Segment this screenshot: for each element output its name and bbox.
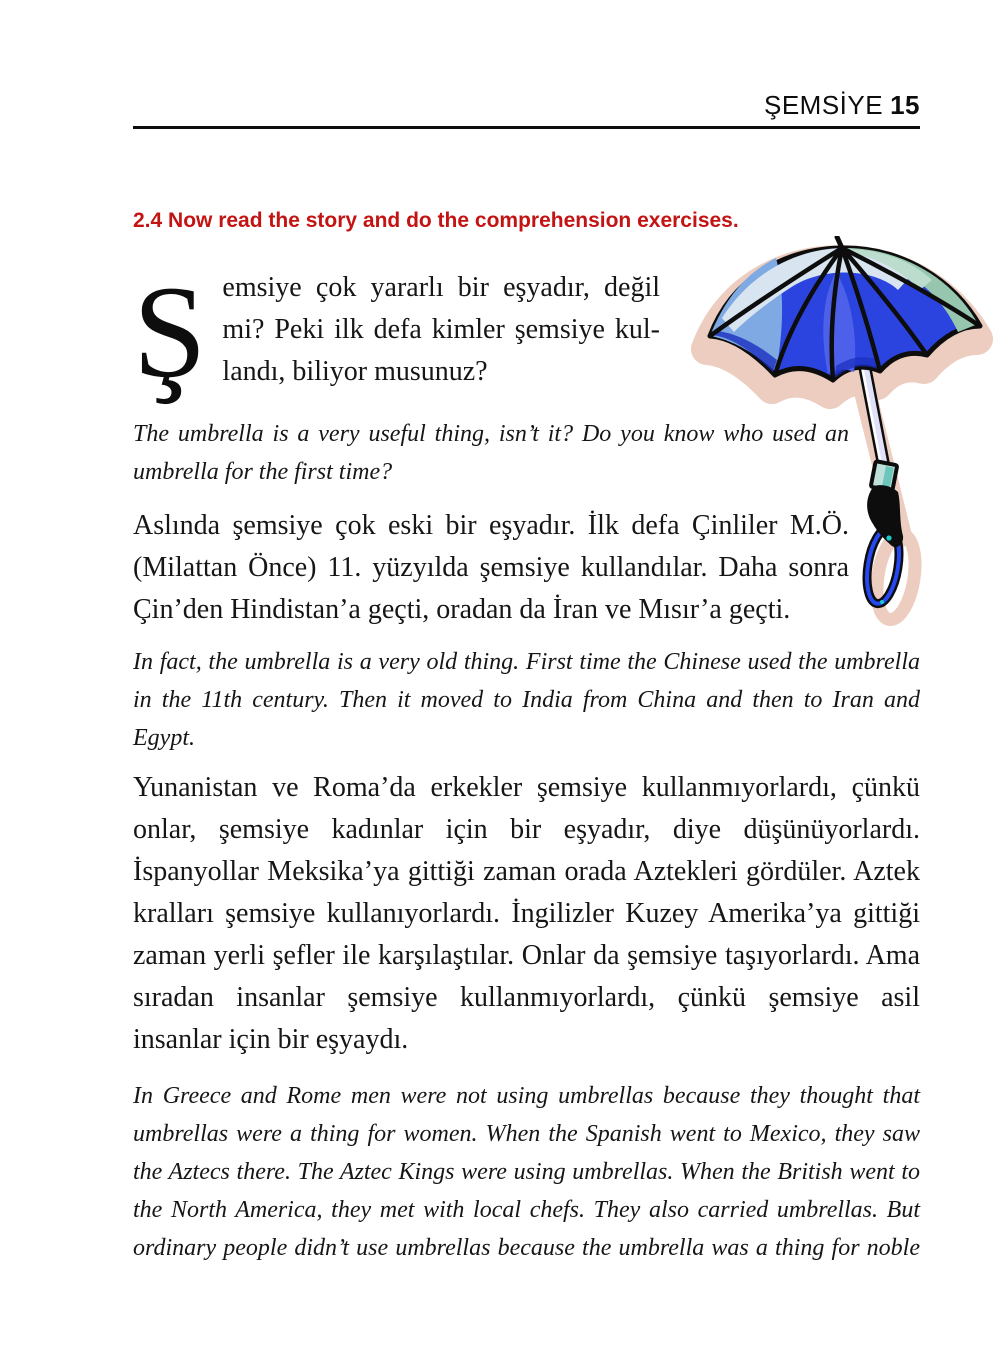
dropcap-letter: Ş (133, 258, 207, 405)
paragraph-english-history: In fact, the umbrella is a very old thing. First time the Chinese used the umbrella in the 11th century. Then it moved to India from China and then to Iran and Egypt. (133, 649, 920, 751)
umbrella-finial (837, 237, 842, 248)
paragraph-turkish-history: Aslında şemsiye çok eski bir eşyadır. İlk defa Çinliler M.Ö. (Milattan Önce) 11. yüzyılda şemsiye kullandılar. Daha sonra Çin’den Hindistan’a geçti, oradan da İran ve Mısır’a geçti. (133, 510, 849, 625)
paragraph-turkish-intro-text: emsiye çok yararlı bir eşyadır, değil mi? Peki ilk defa kimler şemsiye kullandı, biliyor musunuz? (222, 272, 660, 387)
book-title: ŞEMSİYE (763, 90, 884, 120)
paragraph-english-culture: In Greece and Rome men were not using umbrellas because they thought that umbrellas were a thing for women. When the Spanish went to Mexico, they saw the Aztecs there. The Aztec Kings were using umbrellas. When the British went to the North America, they met with local chefs. They also carried umbrellas. But ordinary people didn’t use umbrellas because the umbrella was a thing for noble (133, 1083, 920, 1261)
paragraph-turkish-culture: Yunanistan ve Roma’da erkekler şemsiye kullanmıyorlardı, çünkü onlar, şemsiye kadınlar için bir eşyadır, diye düşünüyorlardı. İspanyollar Meksika’ya gittiği zaman orada Aztekleri gördüler. Aztek kralları şemsiye kullanıyorlardı. İngilizler Kuzey Amerika’ya gittiği zaman yerli şefler ile karşılaştılar. Onlar da şemsiye taşıyorlardı. Ama sıradan insanlar şemsiye kullanmıyorlardı, çünkü şemsiye asil insanlar için bir eşyaydı. (133, 772, 920, 1055)
story-text-block (133, 258, 920, 1267)
page-number: 15 (890, 90, 920, 120)
section-heading: 2.4 Now read the story and do the comprehension exercises. (133, 209, 739, 232)
paragraph-english-intro: The umbrella is a very useful thing, isn’t it? Do you know who used an umbrella for the first time? (133, 421, 849, 485)
page-header (133, 0, 920, 120)
header-rule (133, 126, 920, 129)
